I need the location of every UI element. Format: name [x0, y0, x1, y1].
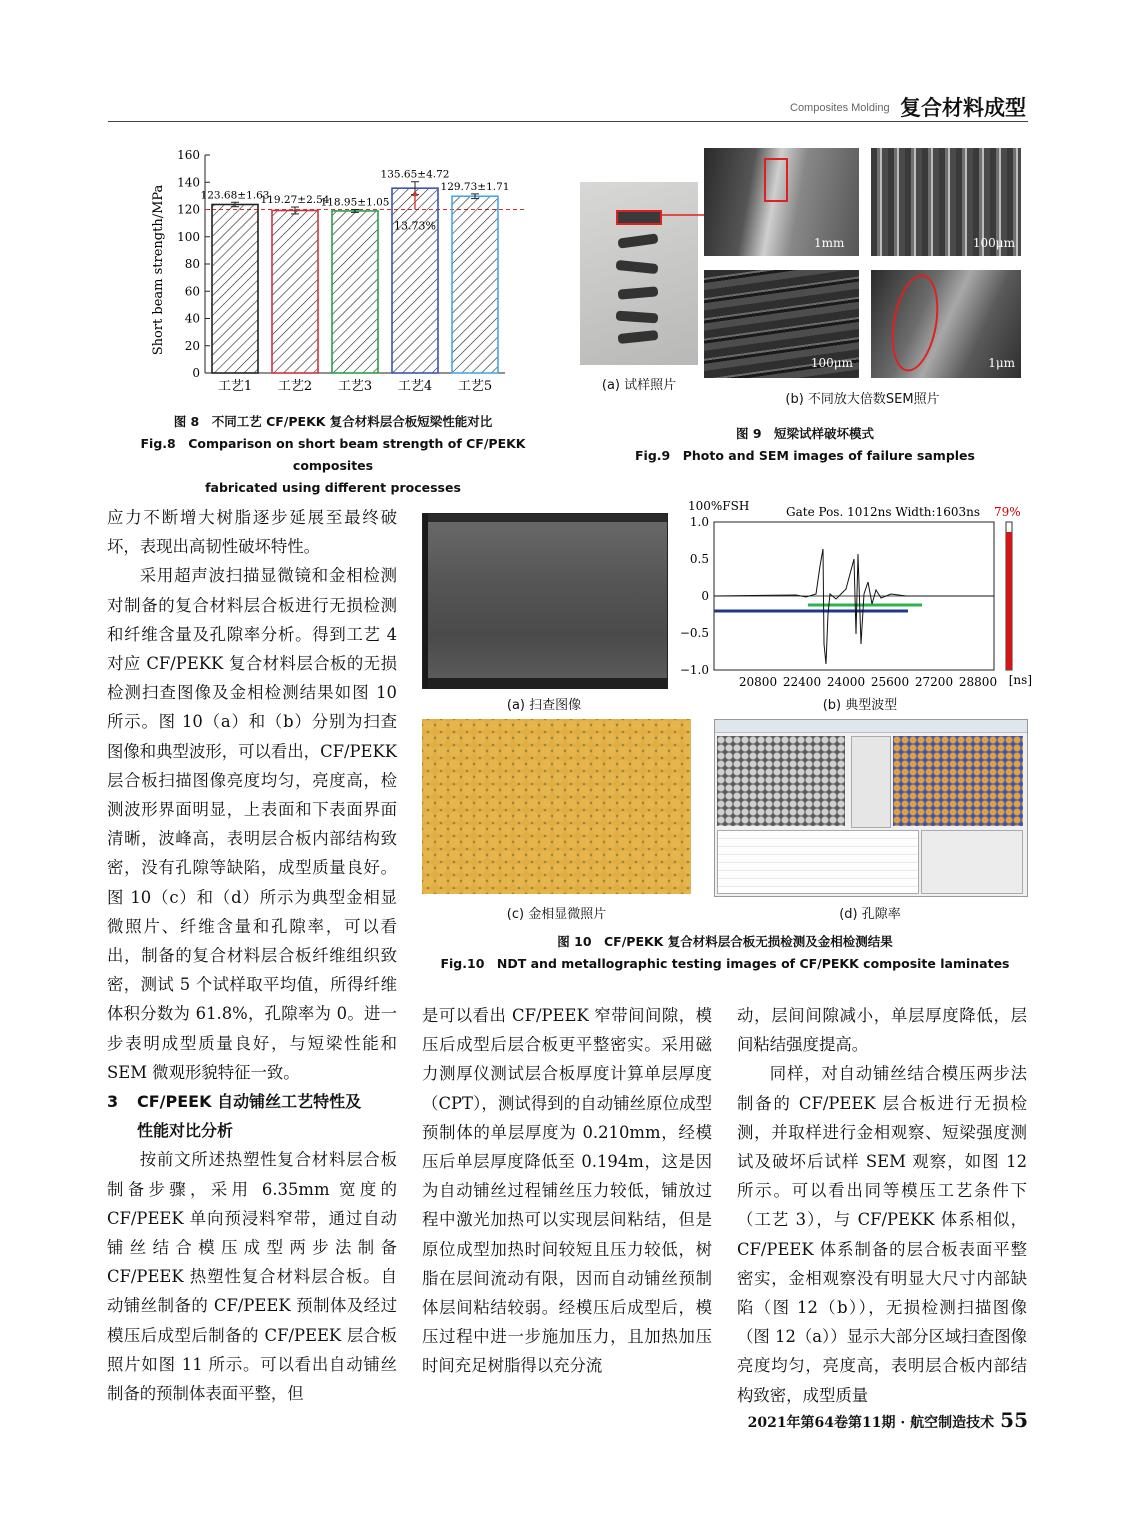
wave-x-tick-label: 25600 [870, 675, 910, 689]
bar [272, 210, 318, 373]
fig8-bars [201, 169, 510, 394]
fig10-sub-a: (a) 扫查图像 [506, 698, 582, 713]
fig10-porosity-software [714, 719, 1028, 897]
y-tick-label: 60 [184, 284, 200, 299]
scale-label: 100μm [810, 356, 853, 370]
y-tick-label: 120 [177, 202, 200, 217]
wave-y-tick-label: 1.0 [689, 515, 709, 529]
section-heading [107, 1087, 397, 1116]
bar-value-label: 119.27±2.54 [260, 194, 330, 207]
section-title-line-2: 性能对比分析 [137, 1121, 234, 1141]
y-tick-label: 20 [184, 338, 200, 353]
wave-x-tick-label: 22400 [782, 675, 822, 689]
page-number: 55 [1000, 1408, 1028, 1432]
bar [212, 204, 258, 373]
x-category-label: 工艺3 [337, 379, 373, 394]
section-number: 3 [107, 1092, 119, 1112]
y-tick-label: 140 [177, 175, 200, 190]
bar-value-label: 129.73±1.71 [440, 180, 510, 193]
paragraph: 采用超声波扫描显微镜和金相检测对制备的复合材料层合板进行无损检测和纤维含量及孔隙率分析。得到工艺 4 对应 CF/PEKK 复合材料层合板的无损检测扫查图像及金相检测结果如图 10 所示。图 10（a）和（b）分别为扫查图像和典型波形，可以看出，CF/PEKK 层合板扫描图像亮度均匀，亮度高，检测波形界面明显，上表面和下表面界面清晰，波峰高，表明层合板内部结构致密，没有孔隙等缺陷，成型质量良好。图 10（c）和（d）所示为典型金相显微照片、纤维含量和孔隙率，可以看出，制备的复合材料层合板纤维组织致密，测试 5 个试样取平均值，所得纤维体积分数为 61.8%，孔隙率为 0。进一步表明成型质量良好，与短梁性能和 SEM 微观形貌特征一致。 [107, 566, 397, 1082]
paragraph: 应力不断增大树脂逐步延展至最终破坏，表现出高韧性破坏特性。 [107, 508, 397, 557]
fig10-scan-image [422, 513, 668, 689]
increase-annotation: 13.73% [394, 219, 436, 233]
fig10-sub-b: (b) 典型波型 [822, 698, 898, 713]
bar [332, 211, 378, 373]
fig9-sem-100um-a [871, 148, 1021, 256]
wave-y-tick-label: 0 [701, 589, 709, 603]
bar-value-label: 118.95±1.05 [320, 196, 390, 209]
journal-issue: 2021年第64卷第11期 · 航空制造技术 [747, 1415, 995, 1431]
wave-y-tick-label: −0.5 [679, 626, 709, 640]
wave-percent-label: 79% [994, 505, 1021, 519]
journal-name-cn: 复合材料成型 [900, 95, 1026, 120]
wave-x-tick-label: 27200 [914, 675, 954, 689]
wave-y-tick-label: 0.5 [689, 552, 709, 566]
bar-value-label: 135.65±4.72 [380, 168, 450, 181]
section-title-line-1: CF/PEEK 自动铺丝工艺特性及 [137, 1092, 362, 1112]
bar [392, 188, 438, 373]
header-rule [108, 121, 1028, 122]
fig9-sub-a: (a) 试样照片 [601, 378, 677, 393]
fig9-sub-b: (b) 不同放大倍数SEM照片 [785, 392, 940, 407]
y-tick-label: 40 [184, 311, 200, 326]
x-category-label: 工艺4 [397, 379, 433, 394]
fig9-caption-cn: 图 9 短梁试样破坏模式 [735, 426, 875, 441]
bar-value-label: 123.68±1.63 [200, 189, 270, 202]
fig10-caption-cn: 图 10 CF/PEKK 复合材料层合板无损检测及金相检测结果 [557, 934, 893, 949]
x-category-label: 工艺2 [277, 379, 313, 394]
page-footer [748, 1408, 1028, 1432]
paragraph: 按前文所述热塑性复合材料层合板制备步骤，采用 6.35mm 宽度的 CF/PEEK 单向预浸料窄带，通过自动铺丝结合模压成型两步法制备 CF/PEEK 热塑性复合材料层合板。自动铺丝制备的 CF/PEEK 预制体及经过模压后成型后制备的 CF/PEEK 层合板照片如图 11 所示。可以看出自动铺丝制备的预制体表面平整，但 [107, 1150, 397, 1404]
scale-label: 1μm [988, 356, 1015, 370]
fig10-sub-c: (c) 金相显微照片 [506, 907, 607, 922]
fig10-waveform-chart [676, 494, 1032, 694]
scale-label: 1mm [814, 236, 845, 250]
wave-x-tick-label: 28800 [958, 675, 998, 689]
fig10-sub-d: (d) 孔隙率 [839, 907, 901, 922]
fig9-sem-1um [871, 270, 1021, 378]
wave-x-tick-label: 20800 [738, 675, 778, 689]
bar [452, 196, 498, 373]
wave-x-unit: [ns] [1008, 673, 1032, 687]
x-category-label: 工艺1 [217, 379, 253, 394]
y-tick-label: 0 [192, 366, 200, 380]
fig8-y-axis-label: Short beam strength/MPa [151, 184, 166, 356]
fig9-sem-100um-b [704, 270, 859, 378]
wave-x-tick-label: 24000 [826, 675, 866, 689]
text-column-1 [107, 503, 397, 1408]
fig9-caption-en: Fig.9 Photo and SEM images of failure samples [635, 448, 975, 463]
y-tick-label: 160 [177, 148, 200, 162]
text-column-2 [422, 1001, 712, 1381]
x-category-label: 工艺5 [457, 379, 493, 394]
paragraph: 同样，对自动铺丝结合模压两步法制备的 CF/PEEK 层合板进行无损检测，并取样进行金相观察、短梁强度测试及破坏后试样 SEM 观察，如图 12 所示。可以看出同等模压工艺条件下（工艺 3），与 CF/PEKK 体系相似，CF/PEEK 体系制备的层合板表面平整密实，金相观察没有明显大尺寸内部缺陷（图 12（b）），无损检测扫描图像（图 12（a））显示大部分区域扫查图像亮度均匀，亮度高，表明层合板内部结构致密，成型质量 [737, 1064, 1027, 1405]
fig10-metallographic-photo [422, 719, 691, 894]
fig8-bar-chart [140, 140, 540, 402]
fig8-caption-en-1: Fig.8 Comparison on short beam strength of CF/PEKK composites [140, 436, 526, 473]
y-tick-label: 100 [177, 229, 200, 244]
wave-fsh-label: 100%FSH [688, 499, 750, 513]
paragraph: 动，层间间隙减小，单层厚度降低，层间粘结强度提高。 [737, 1006, 1027, 1055]
scale-label: 100μm [972, 236, 1015, 250]
y-tick-label: 80 [184, 257, 200, 271]
wave-y-tick-label: −1.0 [679, 663, 709, 677]
wave-gate-label: Gate Pos. 1012ns Width:1603ns [786, 505, 980, 519]
text-column-3 [737, 1001, 1027, 1410]
paragraph: 是可以看出 CF/PEEK 窄带间间隙，模压后成型后层合板更平整密实。采用磁力测厚仪测试层合板厚度计算单层厚度（CPT），测试得到的自动铺丝原位成型预制体的单层厚度为 0.210mm，经模压后单层厚度降低至 0.194m，这是因为自动铺丝过程铺丝压力较低，铺放过程中激光加热可以实现层间粘结，但是原位成型加热时间较短且压力较低，树脂在层间流动有限，因而自动铺丝预制体层间粘结较弱。经模压后成型后，模压过程中进一步施加压力，且加热加压时间充足树脂得以充分流 [422, 1006, 712, 1376]
fig8-caption-cn: 图 8 不同工艺 CF/PEKK 复合材料层合板短梁性能对比 [173, 414, 493, 429]
fig8-caption-en-2: fabricated using different processes [205, 480, 461, 495]
fig9-sem-1mm [704, 148, 859, 256]
journal-name-en: Composites Molding [790, 102, 890, 114]
fig10-caption-en: Fig.10 NDT and metallographic testing images of CF/PEKK composite laminates [440, 956, 1010, 971]
